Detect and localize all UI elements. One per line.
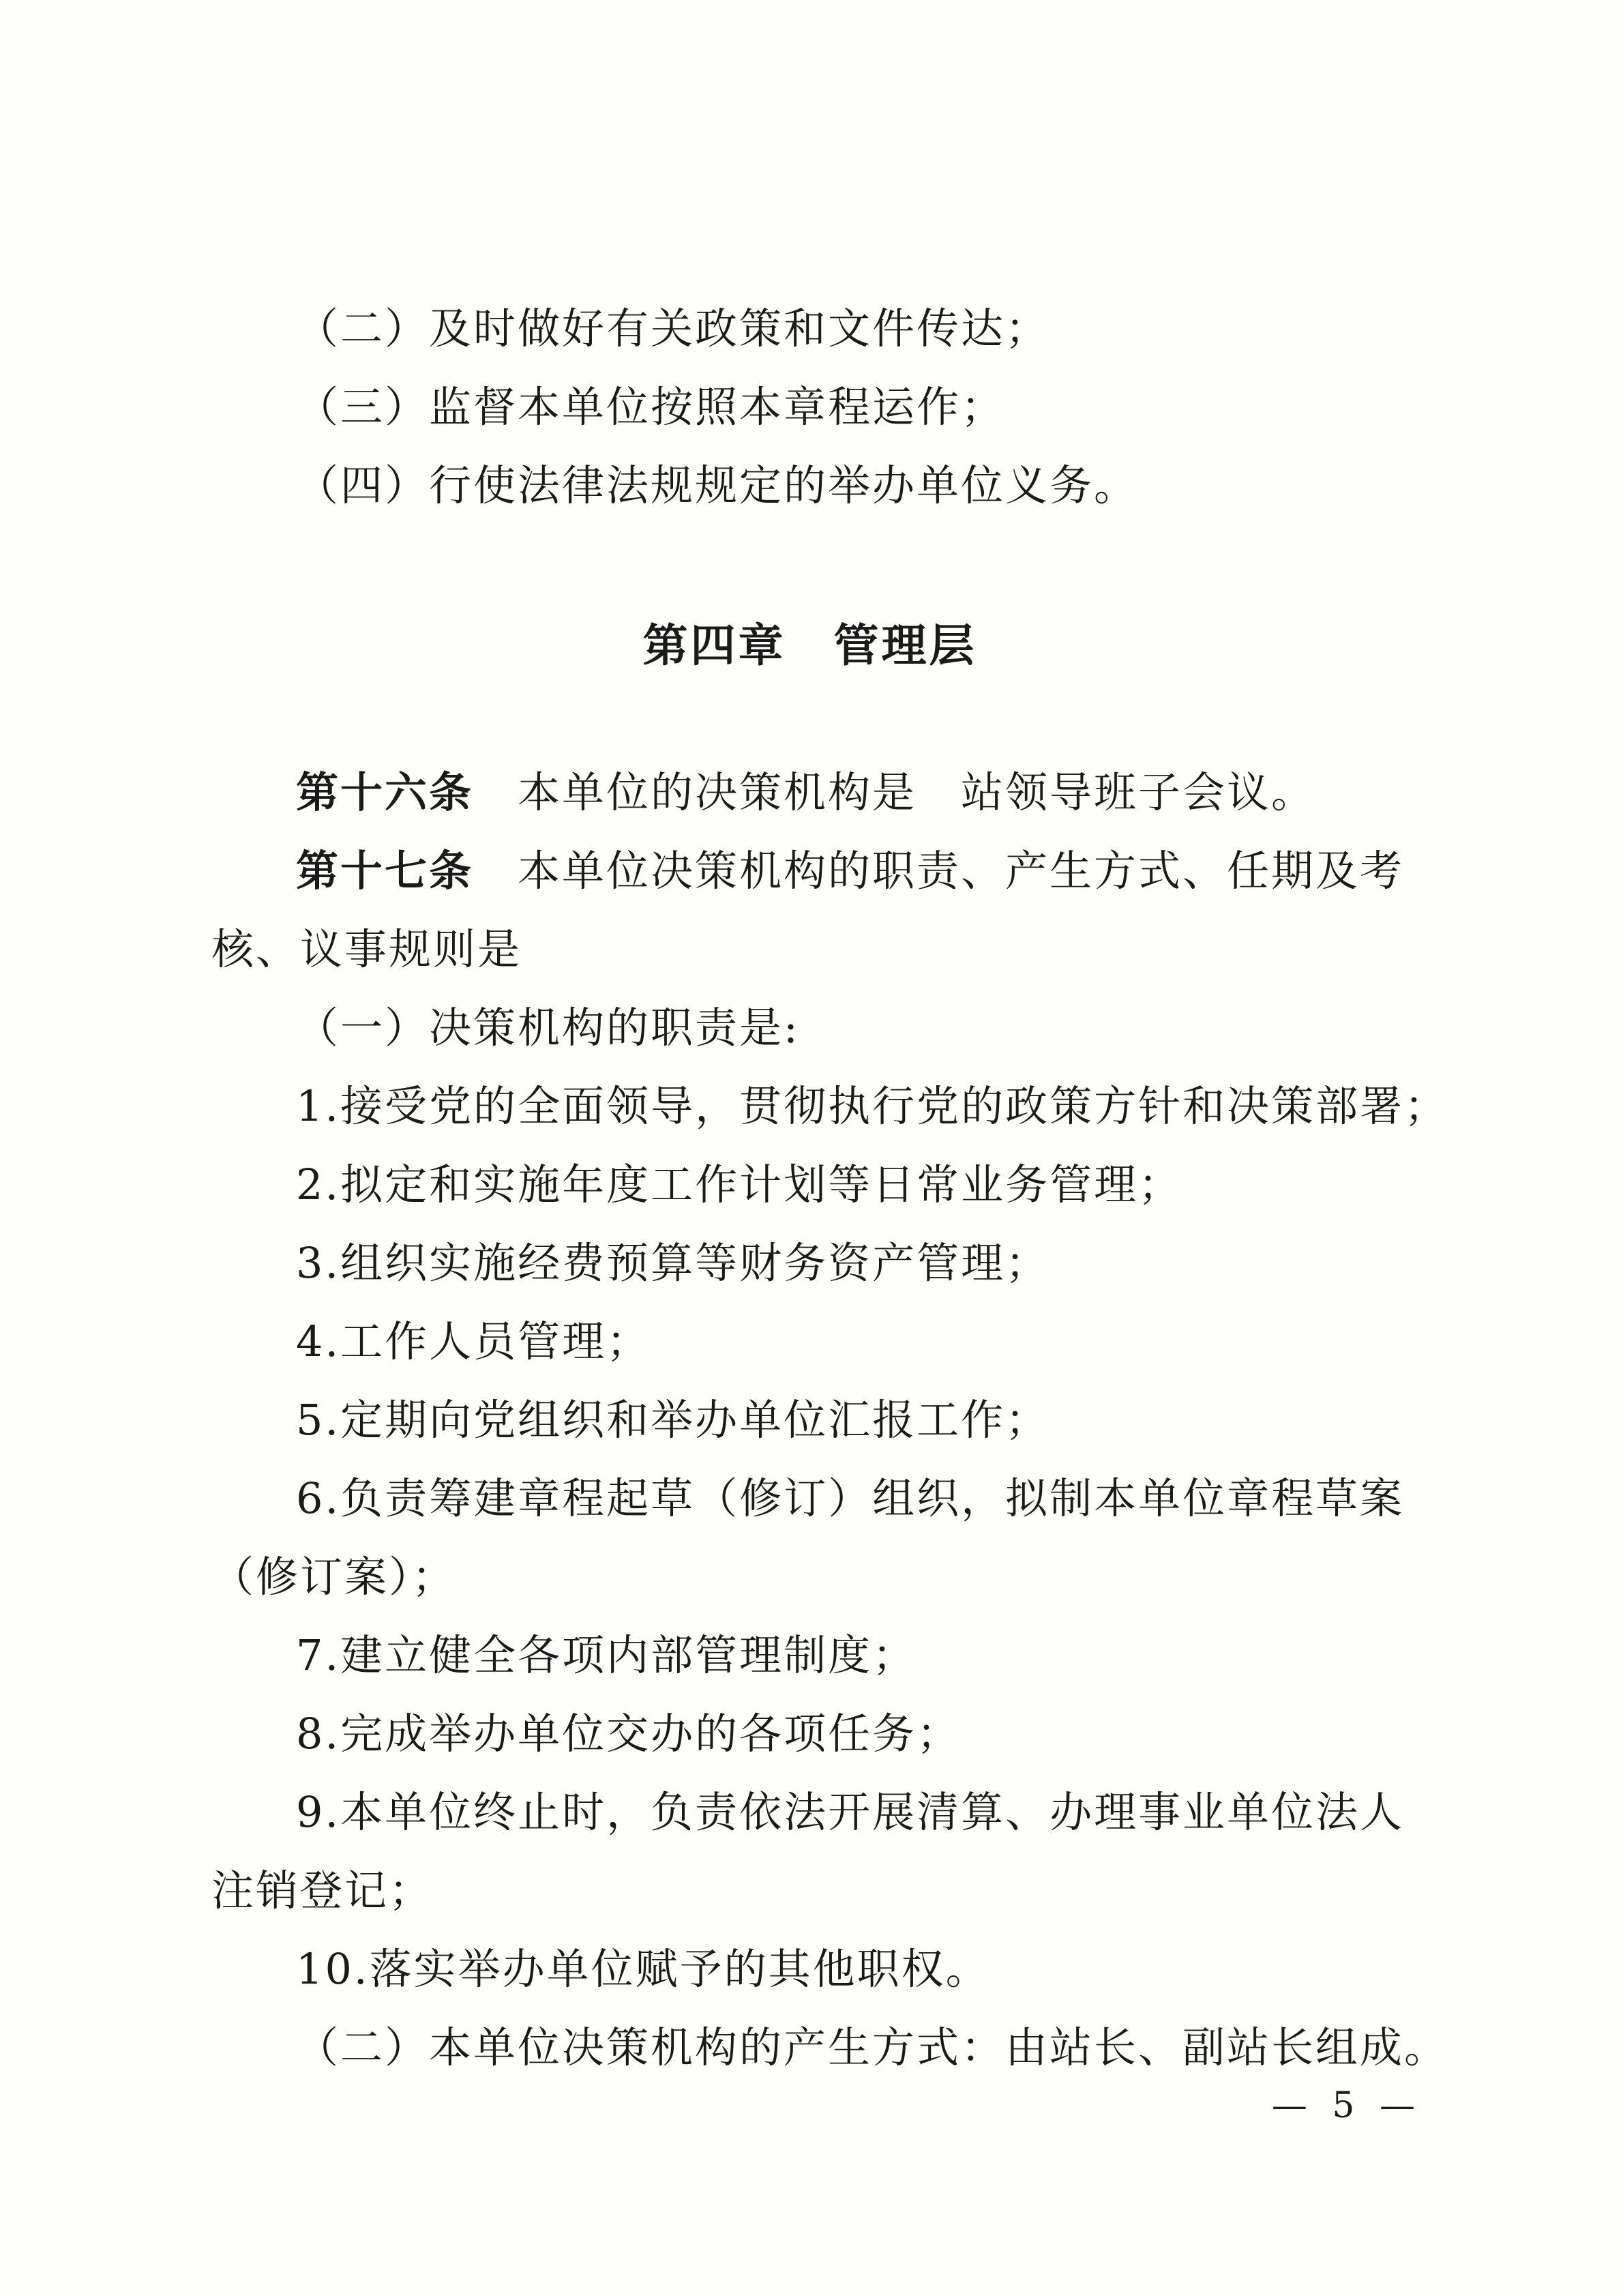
- clause-item-1-duties: （一）决策机构的职责是:: [296, 1003, 800, 1053]
- clause-item-2-formation: （二）本单位决策机构的产生方式：由站长、副站长组成。: [296, 2022, 1449, 2072]
- numbered-item-1: 1.接受党的全面领导，贯彻执行党的政策方针和决策部署；: [296, 1081, 1449, 1131]
- numbered-item-2: 2.拟定和实施年度工作计划等日常业务管理；: [296, 1160, 1183, 1209]
- numbered-item-6: 6.负责筹建章程起草（修订）组织，拟制本单位章程草案: [296, 1473, 1405, 1523]
- article-16-text: 本单位的决策机构是 站领导班子会议。: [473, 767, 1316, 817]
- numbered-item-5: 5.定期向党组织和举办单位汇报工作；: [296, 1395, 1050, 1445]
- numbered-item-6-continuation: （修订案）；: [211, 1552, 457, 1602]
- numbered-item-9: 9.本单位终止时，负责依法开展清算、办理事业单位法人: [296, 1787, 1405, 1837]
- article-16-line: [211, 753, 1408, 831]
- clause-item-3: （三）监督本单位按照本章程运作；: [296, 382, 1006, 432]
- numbered-item-10: 10.落实举办单位赋予的其他职权。: [296, 1944, 990, 1994]
- numbered-item-8: 8.完成举办单位交办的各项任务；: [296, 1709, 962, 1758]
- document-body: [211, 289, 1449, 2087]
- numbered-item-4: 4.工作人员管理；: [296, 1316, 651, 1366]
- article-17-line: [211, 831, 1408, 910]
- numbered-item-9-continuation: 注销登记；: [211, 1866, 434, 1915]
- page-number: — 5 —: [1271, 2085, 1422, 2126]
- article-17-number: 第十七条: [296, 846, 474, 896]
- clause-item-2: （二）及时做好有关政策和文件传达；: [296, 304, 1050, 353]
- article-16-number: 第十六条: [296, 767, 474, 817]
- chapter-heading: 第四章 管理层: [642, 619, 977, 672]
- article-17-continuation: 核、议事规则是: [211, 924, 522, 974]
- clause-item-4: （四）行使法律法规规定的举办单位义务。: [296, 460, 1139, 510]
- article-17-text: 本单位决策机构的职责、产生方式、任期及考: [473, 846, 1405, 896]
- numbered-item-7: 7.建立健全各项内部管理制度；: [296, 1630, 917, 1680]
- numbered-item-3: 3.组织实施经费预算等财务资产管理；: [296, 1238, 1050, 1288]
